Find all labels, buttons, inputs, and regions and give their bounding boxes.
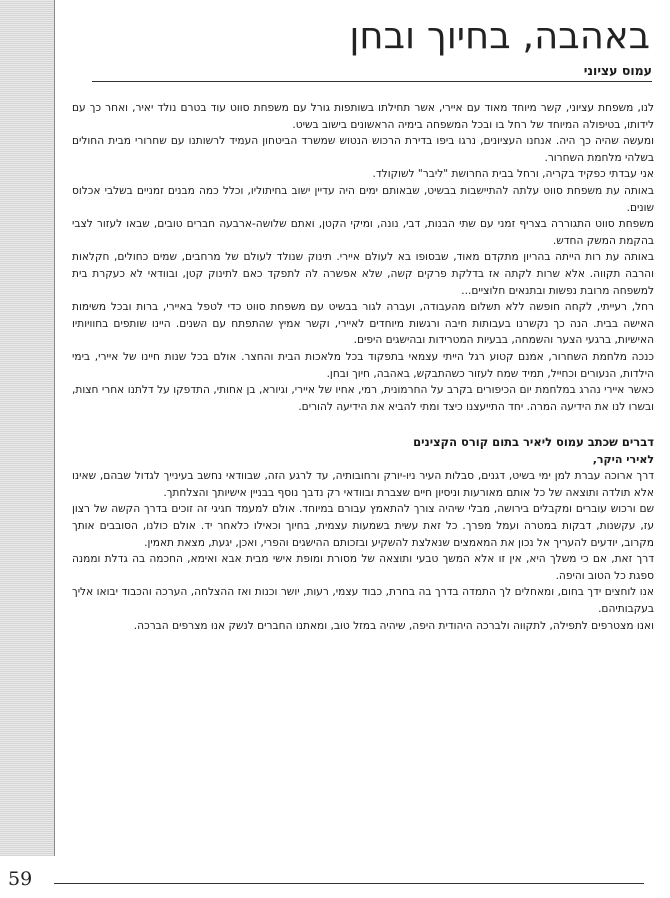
- author-block: [92, 62, 652, 84]
- paragraph: כנכה מלחמת השחרור, אמנם קטוע רגל הייתי עצמאי בתפקוד בכל מלאכות הבית והחצר. אולם בכל שנות חיינו של איירי, בימי הילדות, הנעורים וכחייל, תמיד שמח לעזור כשהתבקש, באהבה, חיוך ובחן.: [72, 350, 654, 380]
- letter-paragraph: דרך זאת, אם כי משלך היא, אין זו אלא המשך טבעי ותוצאה של מסורת ומופת אישי מבית אבא ואימא, החכמה בה גדלת וממנה ספגת כל הטוב והיפה.: [72, 553, 654, 582]
- paragraph: ומעשה שהיה כך היה. אנחנו העציונים, נרגו ביפו בדירת הרכוש הנטוש שמשרד הביטחון העמיד לרשותנו עם שחרורי מבית החולים בשלהי מלחמת השחרור.: [72, 135, 654, 164]
- article-body: [72, 100, 654, 634]
- letter-paragraph: דרך ארוכה עברת למן ימי בשיט, דגנים, סבלות העיר ניו-יורק ורחובותיה, עד לרגע הזה, שבוודאי נחשב בעינייך לגדול שבהם, שאינו אלא תולדה ותוצאה של כל אותם מאורעות וניסיון חיים שצברת ובוודאי רק נדבך נוסף בבניין אישיותך והצלחתך.: [72, 470, 654, 499]
- paragraph: לנו, משפחת עציוני, קשר מיוחד מאוד עם איירי, אשר תחילתו בשותפות גורל עם משפחת סווט עוד בטרם נולד יאיר, ואחר כך עם לידותו, בטיפולה המיוחד של רחל בו ובכל המשפחה בימיה הראשונים בישוב בשיט.: [72, 102, 654, 131]
- author-underline: [92, 81, 652, 82]
- paragraph: רחל, רעייתי, לקחה חופשה ללא תשלום מהעבודה, ועברה לגור בבשיט עם משפחת סווט כדי לטפל באיירי, ברות ובכל משימות האישה בבית. הנה כך נקשרנו בעבותות חיבה ורגשות מיוחדים לאיירי, וקשר אמיץ שהתפתח עם השנים. היינו שותפים בחוויותיו האישיות, ברגעי הצער והשמחה, בבעיות המטרידות ובהישגים היפים.: [72, 301, 654, 347]
- letter-paragraph: אנו לוחצים ידך בחום, ומאחלים לך התמדה בדרך בה בחרת, כבוד עצמי, רעות, יושר וכנות ואז ההצלחה, הערכה והכבוד יבואו אליך בעקבותיהם.: [72, 586, 654, 616]
- paragraph: משפחת סווט התגוררה בצריף זמני עם שתי הבנות, דבי, נונה, ומיקי הקטן, ואתם שלושה-ארבעה חברים טובים, שבאו לעזור לצבי בהקמת המשק החדש.: [72, 218, 654, 247]
- letter-paragraph: ואנו מצטרפים לתפילה, לתקווה ולברכה היהודית היפה, שיהיה במזל טוב, ומאתנו החברים לנשק אנו מצרפים הברכה.: [133, 619, 654, 632]
- page-number: 59: [8, 868, 33, 890]
- footer-rule: [54, 883, 644, 884]
- letter-salutation: לאירי היקר,: [592, 453, 654, 467]
- page-edge-line: [54, 0, 55, 856]
- page-title: באהבה, בחיוך ובחן: [349, 14, 650, 57]
- section-heading: דברים שכתב עמוס ליאיר בתום קורס הקצינים: [413, 435, 654, 450]
- paragraph: אני עבדתי כפקיד בקריה, ורחל בבית החרושת "ליבר" לשוקולד.: [372, 168, 654, 181]
- paragraph: באותה עת משפחת סווט עלתה להתיישבות בבשיט, שבאותם ימים היה עדיין ישוב בחיתוליו, וכלל כמה מבנים זמניים בשלבי אכלוס שונים.: [72, 184, 654, 214]
- paragraph: כאשר איירי נהרג במלחמת יום הכיפורים בקרב על החרמונית, רמי, אחיו של איירי, וגיורא, בן אחותי, התדפקו על דלתנו אחרי חצות, ובשרו לנו את הידיעה המרה. יחד התייעצנו כיצד ומתי להביא את הידיעה להורים.: [72, 384, 654, 413]
- letter-paragraph: שם ורכוש עוברים ומקבלים בירושה, מבלי שיהיה צורך להתאמץ עבורם במיוחד. אולם למעמד חגיגי זה זוכים בדרך הקשה של רצון עז, עקשנות, דבקות במטרה ועמל מפרך. כל זאת עשית בשמעות עצמית, בחיוך וכאילו כלאחר יד. אולם כולנו, הסובבים אותך מקרוב, יודעים להעריך אל נכון את המאמצים שנאלצת להשקיע ובזכותם ההישגים והפרי, ואכן, יגעת, מצאת תאמין.: [72, 503, 654, 549]
- author-name: עמוס עציוני: [583, 63, 652, 78]
- paragraph: באותה עת רות הייתה בהריון מתקדם מאוד, שבסופו בא לעולם איירי. תינוק שנולד לעולם של מרחבים, שמים כחולים, חקלאות והרבה תקווה. אלא שרות לקתה אז בדלקת פרקים קשה, שלא אפשרה לה לתפקד כאם לתינוק קטן, ובוודאי לא כעקרת בית למשפחה מרובת נפשות ובתנאים חלוציים...: [72, 251, 654, 297]
- page-edge-strip: [0, 0, 54, 856]
